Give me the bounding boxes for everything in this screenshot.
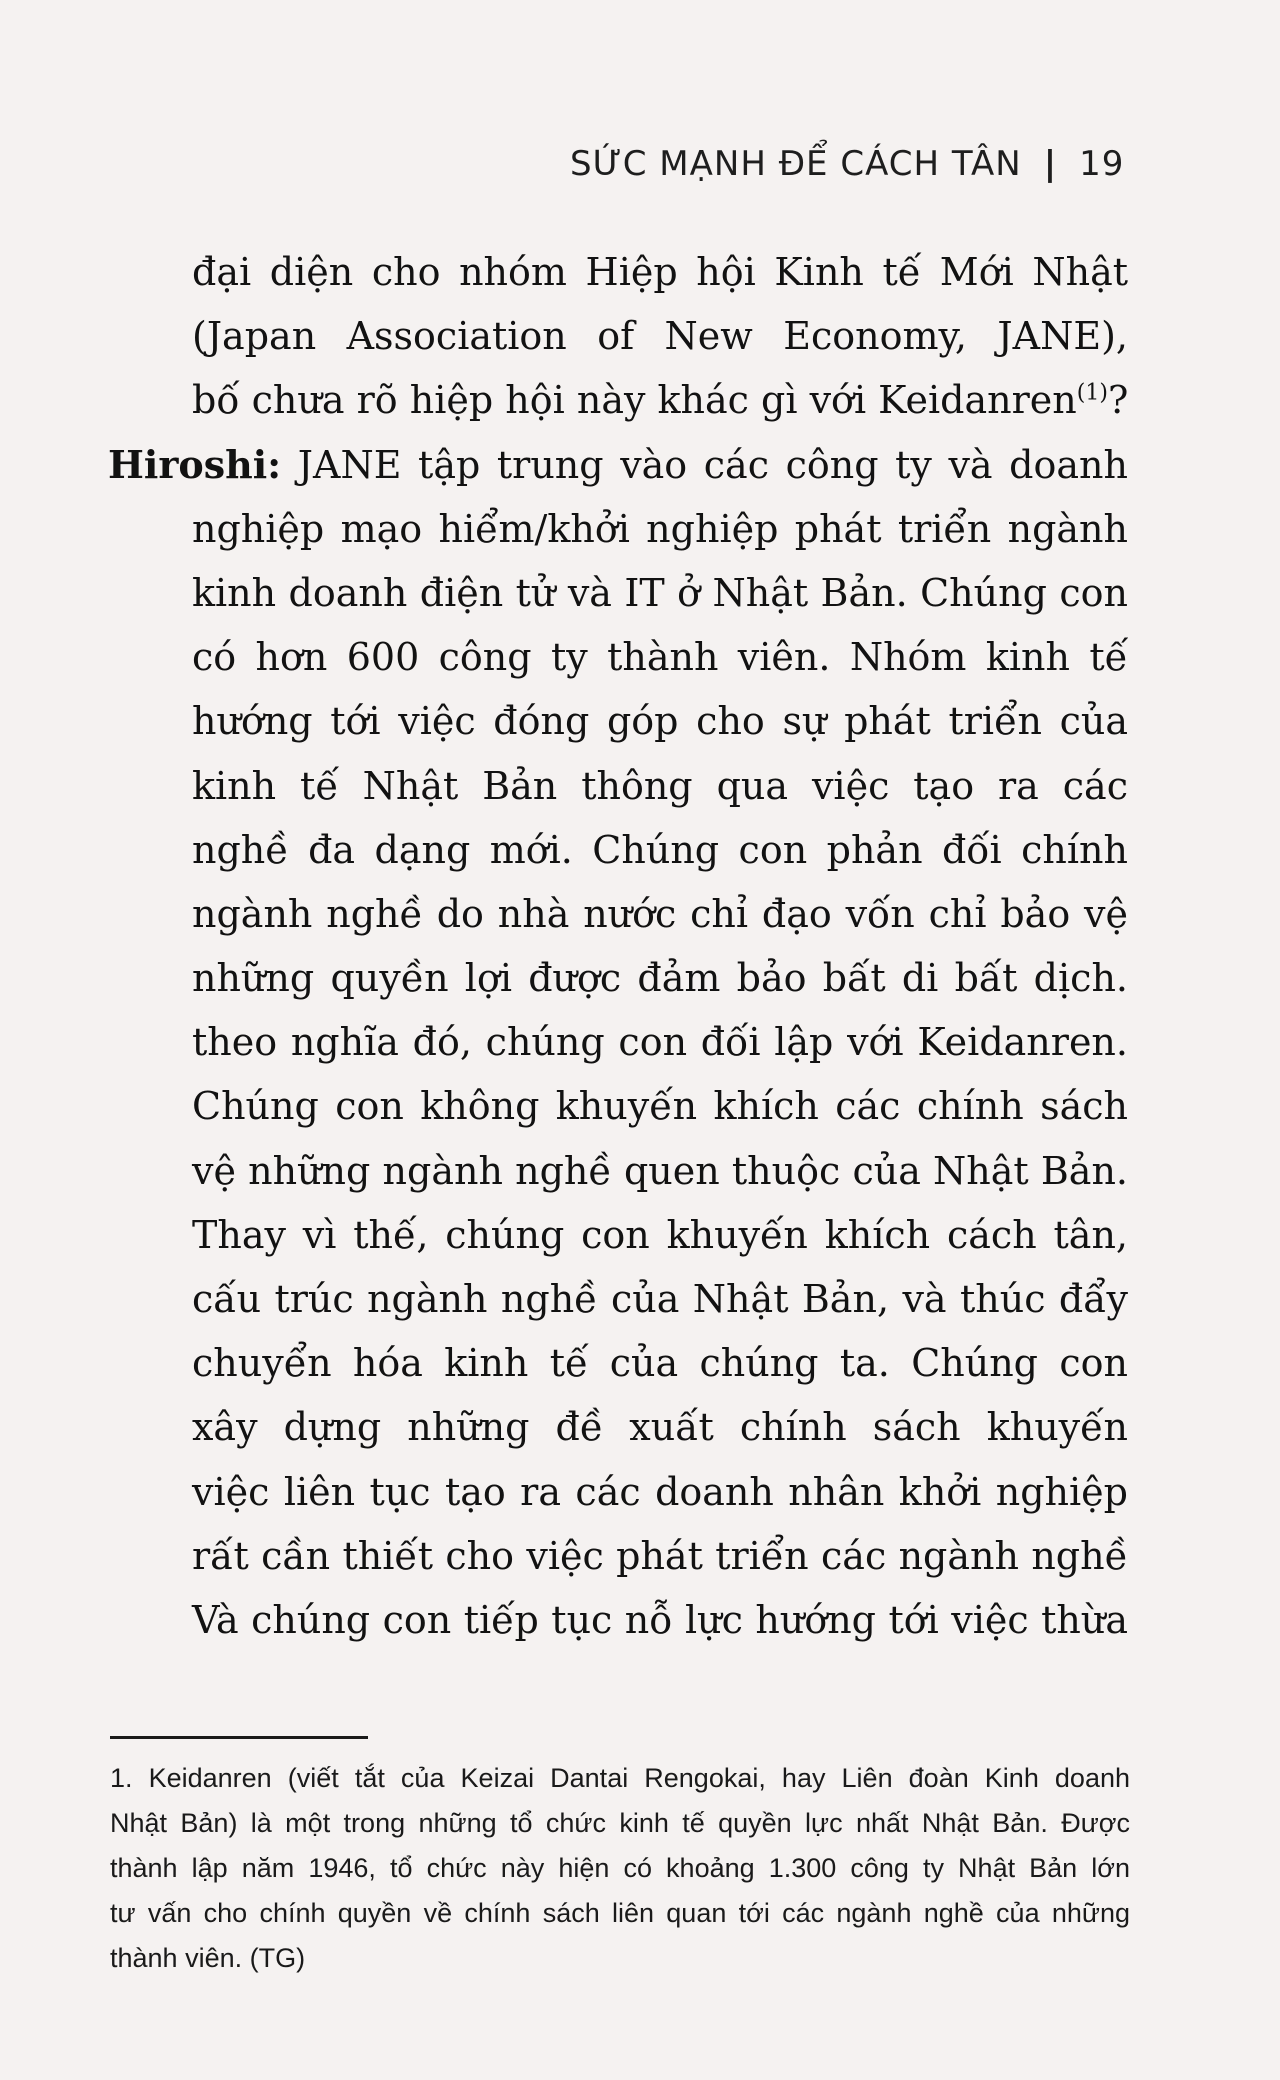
text-line-end: ? [1107,378,1129,423]
text-line-content: bố chưa rõ hiệp hội này khác gì với Keidanren [192,378,1077,423]
dialogue-line [108,433,1128,497]
text-line: hướng tới việc đóng góp cho sự phát triển của [192,699,1128,744]
footnote-divider [110,1736,368,1739]
text-line: kinh doanh điện tử và IT ở Nhật Bản. Chúng con [192,570,1128,615]
text-line: có hơn 600 công ty thành viên. Nhóm kinh tế [192,635,1128,680]
text-line: theo nghĩa đó, chúng con đối lập với Keidanren. [192,1020,1128,1065]
header-separator: | [1043,144,1058,184]
text-line: chuyển hóa kinh tế của chúng ta. Chúng con [192,1341,1128,1386]
text-line: những quyền lợi được đảm bảo bất di bất dịch. [192,956,1128,1001]
body-text [108,240,1128,1652]
text-line-content: JANE tập trung vào các công ty và doanh [297,442,1128,487]
text-line: ngành nghề do nhà nước chỉ đạo vốn chỉ bảo vệ [192,891,1128,936]
footnote [110,1756,1130,1981]
text-line [108,368,1128,432]
text-line: (Japan Association of New Economy, JANE), [192,314,1128,359]
running-header [570,144,1130,184]
text-line: việc liên tục tạo ra các doanh nhân khởi nghiệp [192,1469,1128,1514]
text-line: Thay vì thế, chúng con khuyến khích cách tân, [192,1212,1128,1257]
text-line: nghề đa dạng mới. Chúng con phản đối chính [192,827,1128,872]
text-line: kinh tế Nhật Bản thông qua việc tạo ra các [192,763,1128,808]
text-line: đại diện cho nhóm Hiệp hội Kinh tế Mới Nhật [192,250,1128,294]
text-line: rất cần thiết cho việc phát triển các ngành nghề [192,1533,1128,1578]
footnote-line: thành viên. (TG) [110,1943,306,1973]
speaker-name: Hiroshi: [108,441,282,487]
text-line: Và chúng con tiếp tục nỗ lực hướng tới việc thừa [192,1597,1128,1642]
footnote-line: thành lập năm 1946, tổ chức này hiện có khoảng 1.300 công ty Nhật Bản lớn [110,1853,1130,1883]
footnote-reference: (1) [1076,380,1108,406]
text-line: cấu trúc ngành nghề của Nhật Bản, và thúc đẩy [192,1277,1128,1321]
text-line: xây dựng những đề xuất chính sách khuyến [192,1405,1128,1450]
page-number: 19 [1079,144,1125,184]
text-line: nghiệp mạo hiểm/khởi nghiệp phát triển ngành [192,506,1128,551]
text-line: vệ những ngành nghề quen thuộc của Nhật Bản. [192,1148,1128,1193]
text-line: Chúng con không khuyến khích các chính sách [192,1084,1128,1129]
footnote-line: tư vấn cho chính quyền về chính sách liên quan tới các ngành nghề của những [110,1898,1130,1928]
footnote-line: 1. Keidanren (viết tắt của Keizai Dantai Rengokai, hay Liên đoàn Kinh doanh [110,1763,1130,1793]
footnote-line: Nhật Bản) là một trong những tổ chức kinh tế quyền lực nhất Nhật Bản. Được [110,1808,1130,1838]
chapter-title: SỨC MẠNH ĐỂ CÁCH TÂN [570,144,1022,184]
